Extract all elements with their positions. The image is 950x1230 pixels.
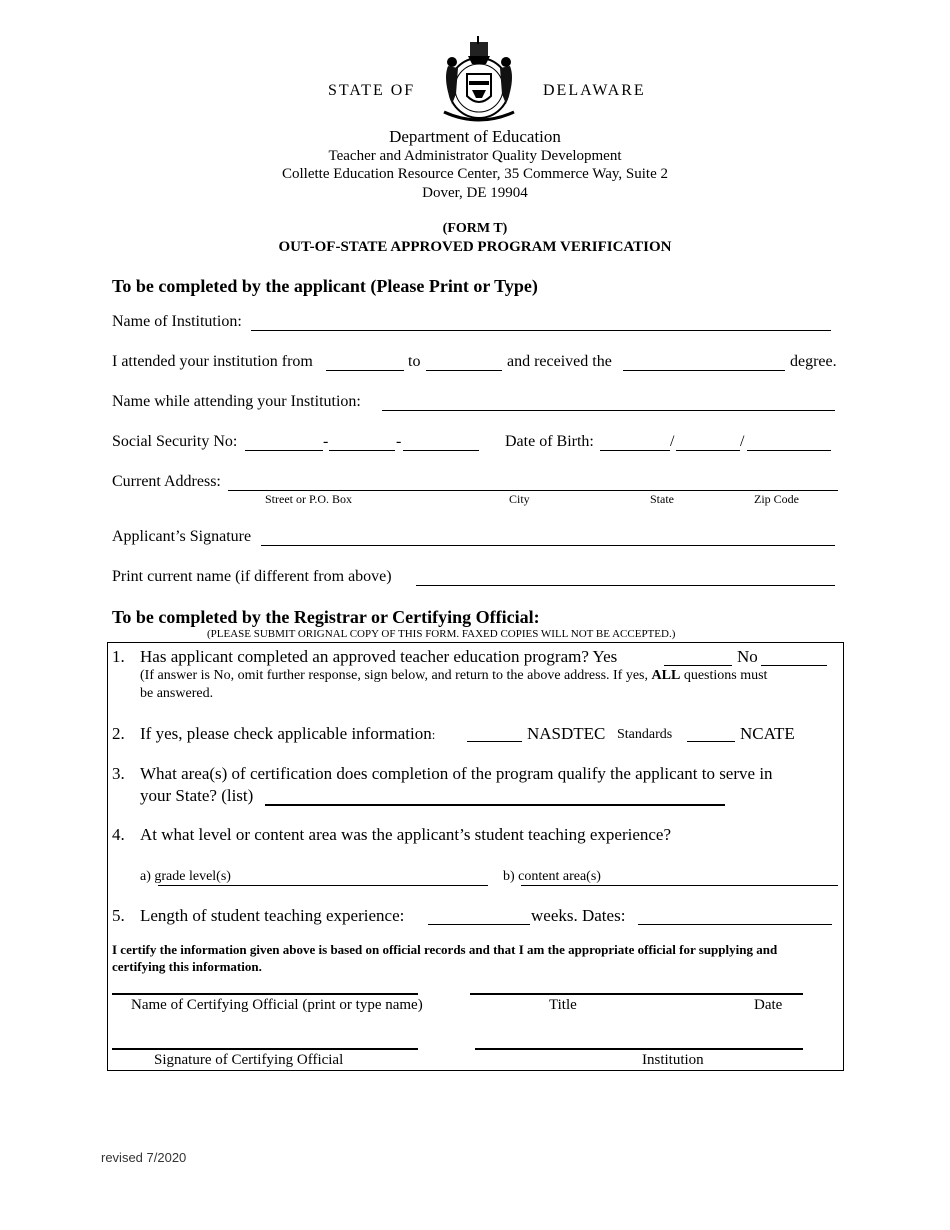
department-address: Collette Education Resource Center, 35 Commerce Way, Suite 2 [281, 166, 668, 182]
q1-yes-field[interactable] [664, 665, 732, 666]
q4-grade-level-label: a) grade level(s) [140, 869, 231, 884]
dob-separator-2: / [740, 433, 745, 450]
dob-separator-1: / [670, 433, 675, 450]
institution-caption: Institution [642, 1052, 704, 1068]
q1-no-label: No [737, 647, 758, 666]
ssn-field-2[interactable] [329, 450, 395, 451]
q5-weeks-field[interactable] [428, 924, 530, 925]
address-state-caption: State [650, 492, 674, 506]
print-name-label: Print current name (if different from above) [112, 568, 392, 585]
q1-note-end: be answered. [140, 686, 214, 701]
q2-text [140, 724, 435, 744]
q1-text: Has applicant completed an approved teacher education program? Yes [140, 647, 618, 666]
address-city-caption: City [509, 492, 530, 506]
ssn-field-1[interactable] [245, 450, 323, 451]
name-while-label: Name while attending your Institution: [112, 393, 361, 410]
registrar-note: (PLEASE SUBMIT ORIGNAL COPY OF THIS FORM. FAXED COPIES WILL NOT BE ACCEPTED.) [207, 628, 676, 640]
attended-to-label: to [408, 353, 421, 370]
title-date-field[interactable] [470, 993, 803, 995]
revised-date: revised 7/2020 [101, 1150, 187, 1165]
attended-to-field[interactable] [426, 370, 502, 371]
signature-label: Applicant’s Signature [112, 528, 252, 545]
q2-colon: : [431, 727, 436, 742]
dob-day-field[interactable] [676, 450, 740, 451]
division-name: Teacher and Administrator Quality Development [328, 148, 622, 164]
q3-number: 3. [112, 764, 125, 783]
q1-number: 1. [112, 647, 125, 666]
attended-received-label: and received the [507, 353, 612, 370]
form-title: OUT-OF-STATE APPROVED PROGRAM VERIFICATION [278, 239, 672, 255]
certify-statement: I certify the information given above is based on official records and that I am the appropriate official for supplying and [112, 942, 778, 957]
dob-label: Date of Birth: [505, 433, 594, 450]
q1-note-part-a: (If answer is No, omit further response, sign below, and return to the above address. If yes, [140, 668, 649, 683]
institution-field[interactable] [251, 330, 831, 331]
q3-list-field[interactable] [265, 804, 725, 806]
certifying-official-signature-caption: Signature of Certifying Official [154, 1052, 344, 1068]
q3-text-continued: your State? (list) [140, 786, 254, 805]
q1-no-field[interactable] [761, 665, 827, 666]
date-caption: Date [754, 997, 783, 1013]
print-name-field[interactable] [416, 585, 835, 586]
registrar-section-heading: To be completed by the Registrar or Certifying Official: [112, 607, 540, 627]
applicant-section-heading: To be completed by the applicant (Please Print or Type) [112, 276, 538, 296]
certifying-official-name-caption: Name of Certifying Official (print or type name) [131, 997, 423, 1013]
q4-content-area-label: b) content area(s) [503, 869, 601, 884]
address-street-caption: Street or P.O. Box [265, 492, 352, 506]
certify-statement-end: certifying this information. [112, 959, 262, 974]
name-while-field[interactable] [382, 410, 835, 411]
institution-signature-field[interactable] [475, 1048, 803, 1050]
ncate-check-field[interactable] [687, 741, 735, 742]
address-field[interactable] [228, 490, 838, 491]
degree-field[interactable] [623, 370, 785, 371]
q4-grade-level-field[interactable] [158, 885, 488, 886]
title-caption: Title [549, 997, 577, 1013]
nasdtec-label: NASDTEC [527, 724, 606, 743]
ssn-separator-2: - [396, 433, 402, 450]
nasdtec-check-field[interactable] [467, 741, 522, 742]
department-name: Department of Education [389, 127, 561, 146]
address-label: Current Address: [112, 473, 221, 490]
certifying-official-name-field[interactable] [112, 993, 418, 995]
q4-number: 4. [112, 825, 125, 844]
nasdtec-standards-label: Standards [617, 727, 673, 742]
ncate-label: NCATE [740, 724, 795, 743]
delaware-state-seal-icon [434, 36, 524, 124]
certifying-official-signature-field[interactable] [112, 1048, 418, 1050]
form-code: (FORM T) [442, 221, 508, 236]
ssn-field-3[interactable] [403, 450, 479, 451]
department-city: Dover, DE 19904 [422, 185, 528, 201]
q2-number: 2. [112, 724, 125, 743]
dob-month-field[interactable] [600, 450, 670, 451]
ssn-separator-1: - [323, 433, 329, 450]
q4-text: At what level or content area was the applicant’s student teaching experience? [140, 825, 672, 844]
q4-content-area-field[interactable] [521, 885, 838, 886]
q5-number: 5. [112, 906, 125, 925]
q1-note-all: ALL [651, 668, 681, 683]
signature-field[interactable] [261, 545, 835, 546]
attended-from-field[interactable] [326, 370, 404, 371]
institution-label: Name of Institution: [112, 313, 242, 330]
q5-weeks-label: weeks. Dates: [531, 906, 626, 925]
q1-note [140, 668, 767, 684]
dob-year-field[interactable] [747, 450, 831, 451]
attended-prefix: I attended your institution from [112, 353, 313, 370]
address-zip-caption: Zip Code [754, 492, 799, 506]
q5-text: Length of student teaching experience: [140, 906, 405, 925]
state-of-label: STATE OF [328, 82, 416, 99]
degree-label: degree. [790, 353, 837, 370]
ssn-label: Social Security No: [112, 433, 238, 450]
q3-text: What area(s) of certification does completion of the program qualify the applicant to serve in [140, 764, 773, 783]
q5-dates-field[interactable] [638, 924, 832, 925]
delaware-label: DELAWARE [543, 82, 646, 99]
q2-text-main: If yes, please check applicable information [140, 724, 432, 743]
q1-note-part-b: questions must [683, 668, 768, 683]
